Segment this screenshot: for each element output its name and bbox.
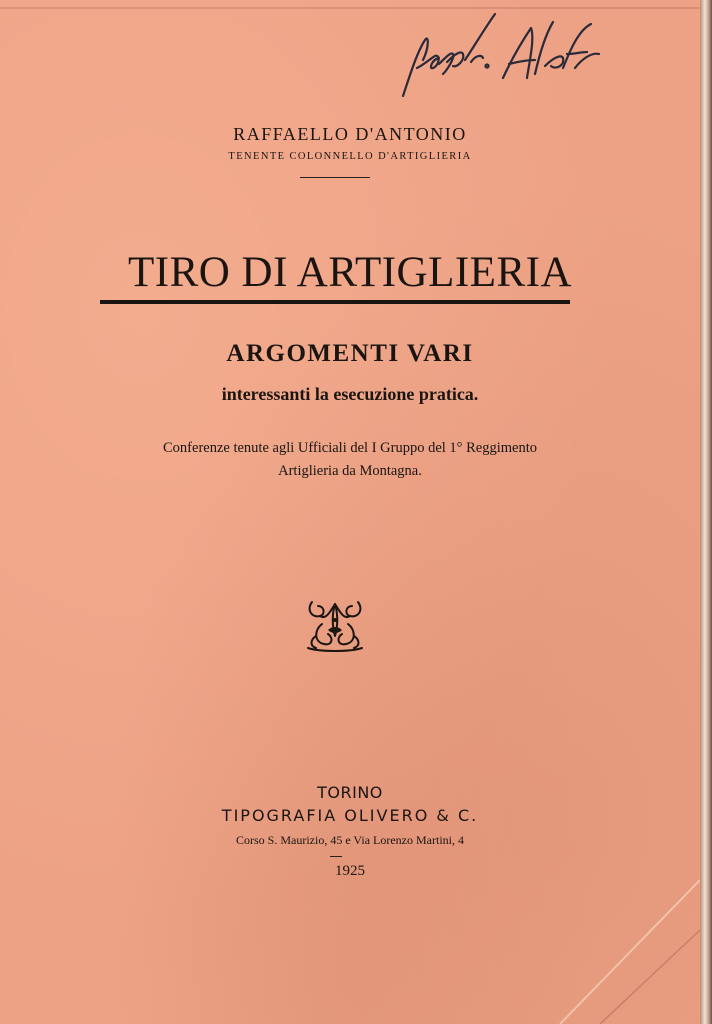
book-subtitle: ARGOMENTI VARI: [226, 340, 474, 367]
floral-ornament-icon: [302, 590, 368, 656]
conference-note-line1: Conferenze tenute agli Ufficiali del I Gruppo del 1° Reggimento: [163, 440, 537, 456]
handwritten-signature: [395, 8, 605, 108]
title-underline: [100, 300, 570, 304]
book-title: TIRO DI ARTIGLIERIA: [127, 249, 572, 296]
book-subtitle-line2: interessanti la esecuzione pratica.: [221, 384, 479, 404]
divider: [330, 856, 342, 857]
page-edge: [700, 0, 712, 1024]
publication-city: TORINO: [317, 783, 383, 802]
divider: [300, 177, 370, 178]
publisher-name: TIPOGRAFIA OLIVERO & C.: [221, 806, 479, 825]
conference-note-line2: Artiglieria da Montagna.: [278, 463, 422, 479]
author-rank: TENENTE COLONNELLO D'ARTIGLIERIA: [228, 151, 472, 162]
publication-year: 1925: [335, 863, 365, 879]
author-name: RAFFAELLO D'ANTONIO: [233, 124, 467, 144]
publisher-address: Corso S. Maurizio, 45 e Via Lorenzo Martini, 4: [235, 833, 465, 847]
